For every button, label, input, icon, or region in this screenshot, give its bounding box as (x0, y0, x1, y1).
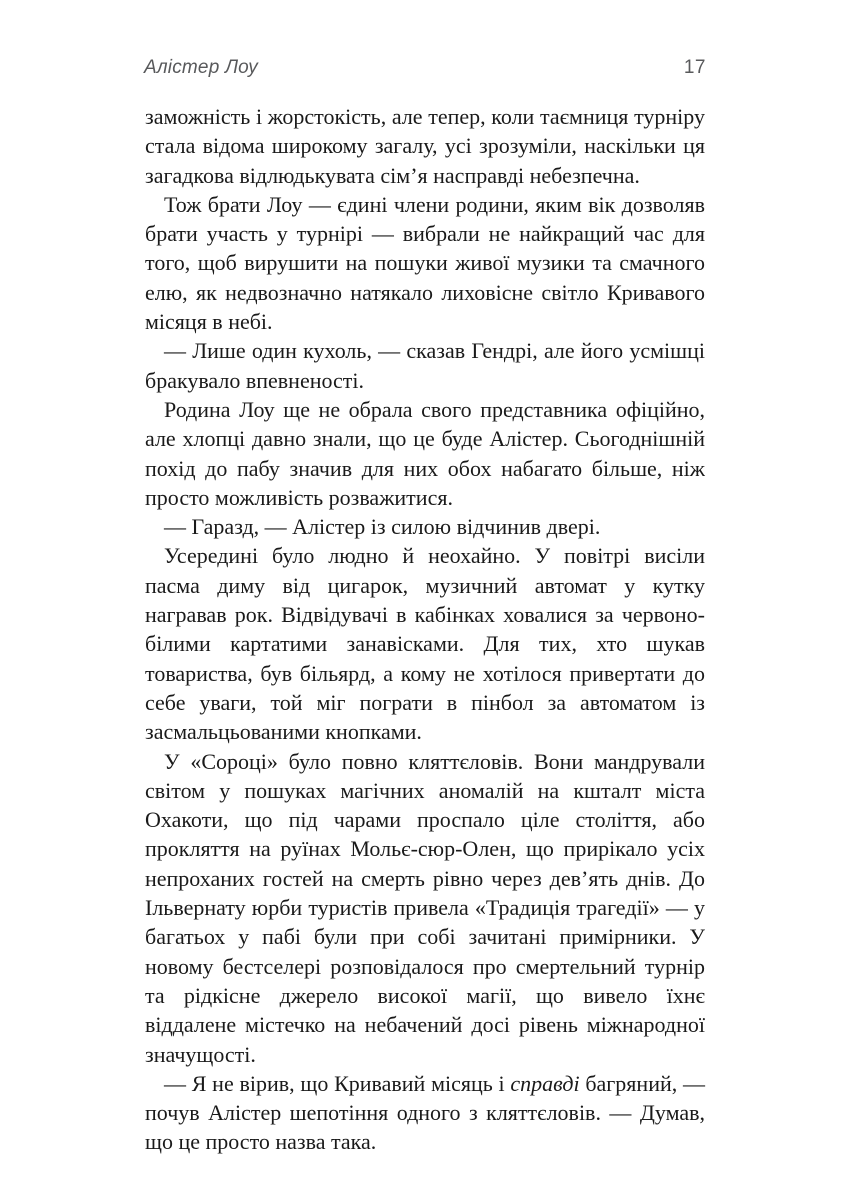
text-run: — Гаразд, — Алістер із силою відчинив двері. (164, 514, 601, 540)
page-number: 17 (683, 57, 706, 78)
text-run: багряний, — почув Алістер шепотіння одного з кляттєловів. — Думав, що це просто назва така. (145, 1070, 705, 1155)
text-run: Тож брати Лоу — єдині члени родини, яким вік дозволяв брати участь у турнірі — вибрали не найкращий час для того, щоб вирушити на пошуки живої музики та смачного елю, як недвозначно натякало лиховісне світло Кривавого місяця в небі. (145, 191, 705, 335)
text-run: Усередині було людно й неохайно. У повітрі висіли пасма диму від цигарок, музичний автомат у кутку награвав рок. Відвідувачі в кабінках ховалися за червоно-білими картатими занавісками. Для тих, хто шукав товариства, був більярд, а кому не хотілося привертати до себе уваги, той міг пограти в пінбол за автоматом із засмальцьованими кнопками. (145, 543, 705, 745)
paragraph (145, 512, 705, 541)
text-run: — Я не вірив, що Кривавий місяць і (164, 1070, 511, 1096)
text-run: заможність і жорстокість, але тепер, коли таємниця турніру стала відома широкому загалу, усі зрозуміли, наскільки ця загадкова відлюдькувата сім’я насправді небезпечна. (145, 104, 705, 188)
paragraph (145, 336, 705, 395)
italic-text-run: справді (510, 1070, 580, 1096)
paragraph (145, 1069, 705, 1157)
text-run: Родина Лоу ще не обрала свого представника офіційно, але хлопці давно знали, що це буде Алістер. Сьогоднішній похід до пабу значив для них обох набагато більше, ніж просто можливість розважитися. (145, 396, 705, 510)
paragraph (145, 395, 705, 512)
page-header (144, 58, 706, 79)
paragraph (145, 747, 705, 1069)
running-title: Алістер Лоу (144, 57, 259, 78)
text-run: У «Сороці» було повно кляттєловів. Вони мандрували світом у пошуках магічних аномалій на кшталт міста Охакоти, що під чарами проспало ціле століття, або прокляття на руїнах Мольє-сюр-Олен, що прирікало усіх непроханих гостей на смерть рівно через дев’ять днів. До Ільвернату юрби туристів привела «Традиція трагедії» — у багатьох у пабі були при собі зачитані примірники. У новому бестселері розповідалося про смертельний турнір та рідкісне джерело високої магії, що вивело їхнє віддалене містечко на небачений досі рівень міжнародної значущості. (145, 748, 705, 1067)
paragraph (145, 541, 705, 746)
paragraph (145, 190, 705, 336)
text-run: — Лише один кухоль, — сказав Гендрі, але його усмішці бракувало впевненості. (145, 338, 705, 393)
paragraph (145, 102, 705, 190)
page-body (145, 102, 705, 1157)
